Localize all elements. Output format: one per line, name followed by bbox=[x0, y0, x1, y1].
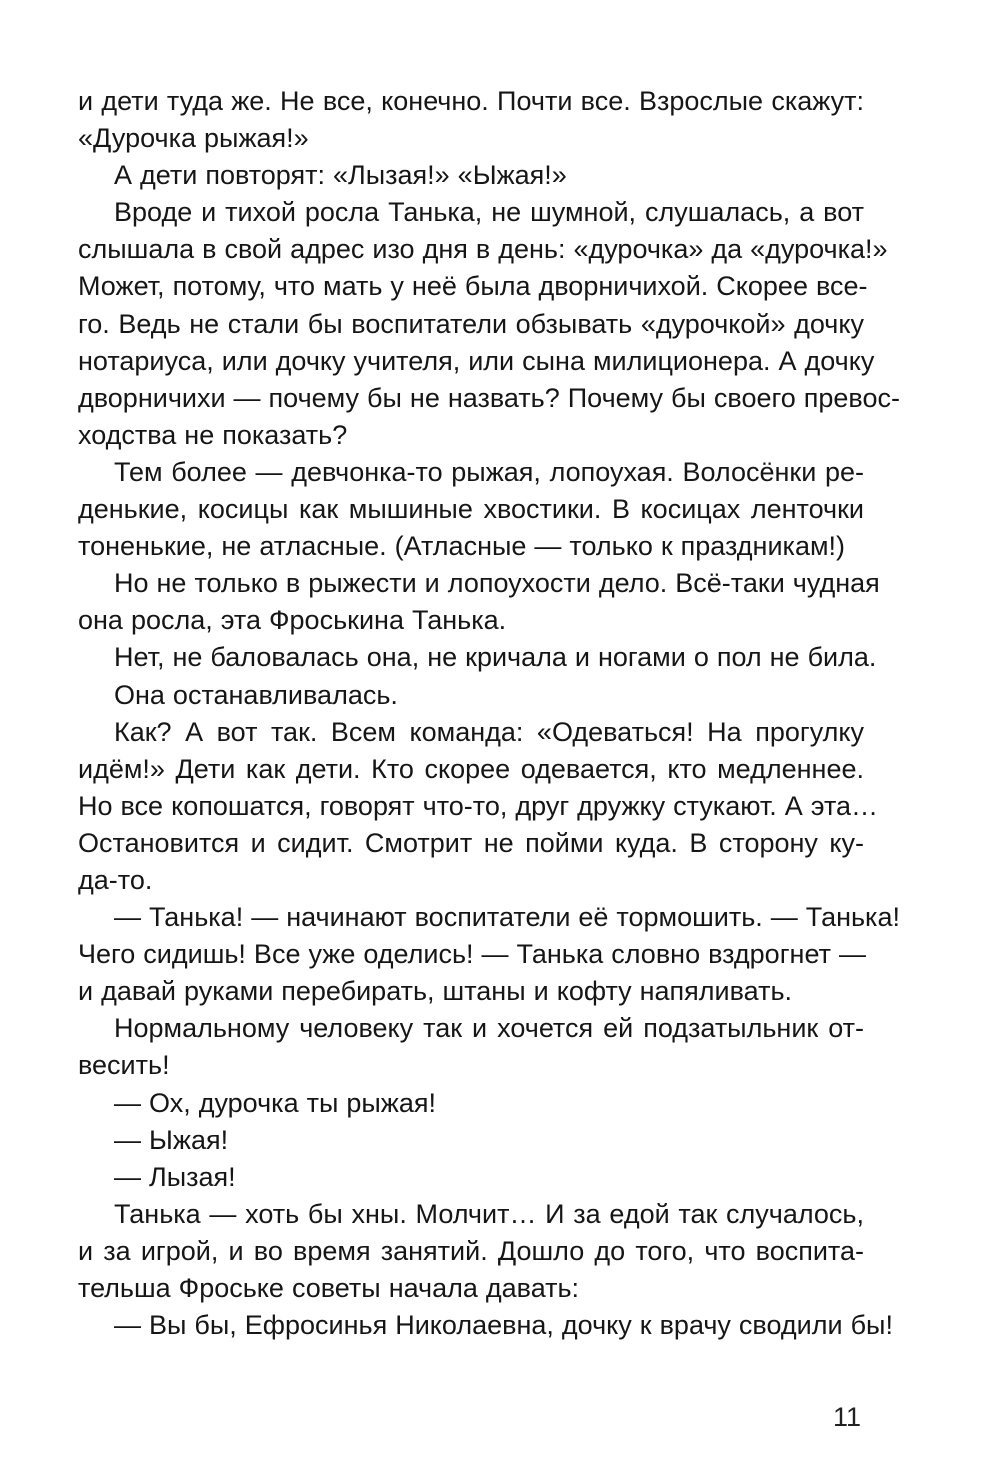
text-line: Танька — хоть бы хны. Молчит… И за едой так случалось, bbox=[114, 1198, 864, 1229]
text-line: да-то. bbox=[78, 864, 153, 895]
page-body-text bbox=[78, 83, 900, 1344]
text-line: Она останавливалась. bbox=[114, 679, 398, 710]
text-line: она росла, эта Фроськина Танька. bbox=[78, 605, 507, 636]
text-line: идём!» Дети как дети. Кто скорее одевается, кто медленнее. bbox=[78, 753, 864, 784]
text-line: го. Ведь не стали бы воспитатели обзывать «дурочкой» дочку bbox=[78, 308, 864, 339]
text-line: Но все копошатся, говорят что-то, друг дружку стукают. А эта… bbox=[78, 790, 879, 821]
text-line: Как? А вот так. Всем команда: «Одеваться! На прогулку bbox=[114, 716, 864, 747]
text-line: Остановится и сидит. Смотрит не пойми куда. В сторону ку- bbox=[78, 827, 864, 858]
text-line: тоненькие, не атласные. (Атласные — только к праздникам!) bbox=[78, 531, 846, 562]
page-number: 11 bbox=[832, 1402, 861, 1432]
text-line: Может, потому, что мать у неё была дворничихой. Скорее все- bbox=[78, 271, 868, 302]
text-line: — Танька! — начинают воспитатели её тормошить. — Танька! bbox=[114, 902, 900, 933]
text-line: и за игрой, и во время занятий. Дошло до того, что воспита- bbox=[78, 1235, 864, 1266]
text-line: Тем более — девчонка-то рыжая, лопоухая. Волосёнки ре- bbox=[114, 456, 864, 487]
text-line: ходства не показать? bbox=[78, 419, 348, 450]
text-line: тельша Фроське советы начала давать: bbox=[78, 1273, 580, 1303]
text-line: дворничихи — почему бы не назвать? Почему бы своего превос- bbox=[78, 382, 900, 413]
text-line: — Лызая! bbox=[114, 1161, 236, 1192]
text-line: Чего сидишь! Все уже оделись! — Танька словно вздрогнет — bbox=[78, 939, 866, 970]
text-line: нотариуса, или дочку учителя, или сына милиционера. А дочку bbox=[78, 345, 875, 376]
text-line: слышала в свой адрес изо дня в день: «дурочка» да «дурочка!» bbox=[78, 234, 888, 265]
text-line: — Вы бы, Ефросинья Николаевна, дочку к врачу сводили бы! bbox=[114, 1310, 893, 1341]
text-line: — Ыжая! bbox=[114, 1124, 229, 1155]
text-line: — Ох, дурочка ты рыжая! bbox=[114, 1087, 436, 1118]
text-line: Нет, не баловалась она, не кричала и ногами о пол не била. bbox=[114, 642, 877, 673]
text-line: «Дурочка рыжая!» bbox=[78, 123, 309, 154]
text-line: А дети повторят: «Лызая!» «Ыжая!» bbox=[114, 160, 567, 191]
text-line: Но не только в рыжести и лопоухости дело. Всё-таки чудная bbox=[114, 568, 880, 599]
text-line: Нормальному человеку так и хочется ей подзатыльник от- bbox=[114, 1013, 864, 1044]
text-line: денькие, косицы как мышиные хвостики. В косицах ленточки bbox=[78, 494, 864, 525]
text-line: весить! bbox=[78, 1050, 170, 1081]
text-line: и давай руками перебирать, штаны и кофту напяливать. bbox=[78, 976, 793, 1007]
text-line: и дети туда же. Не все, конечно. Почти все. Взрослые скажут: bbox=[78, 86, 864, 116]
text-line: Вроде и тихой росла Танька, не шумной, слушалась, а вот bbox=[114, 197, 864, 228]
